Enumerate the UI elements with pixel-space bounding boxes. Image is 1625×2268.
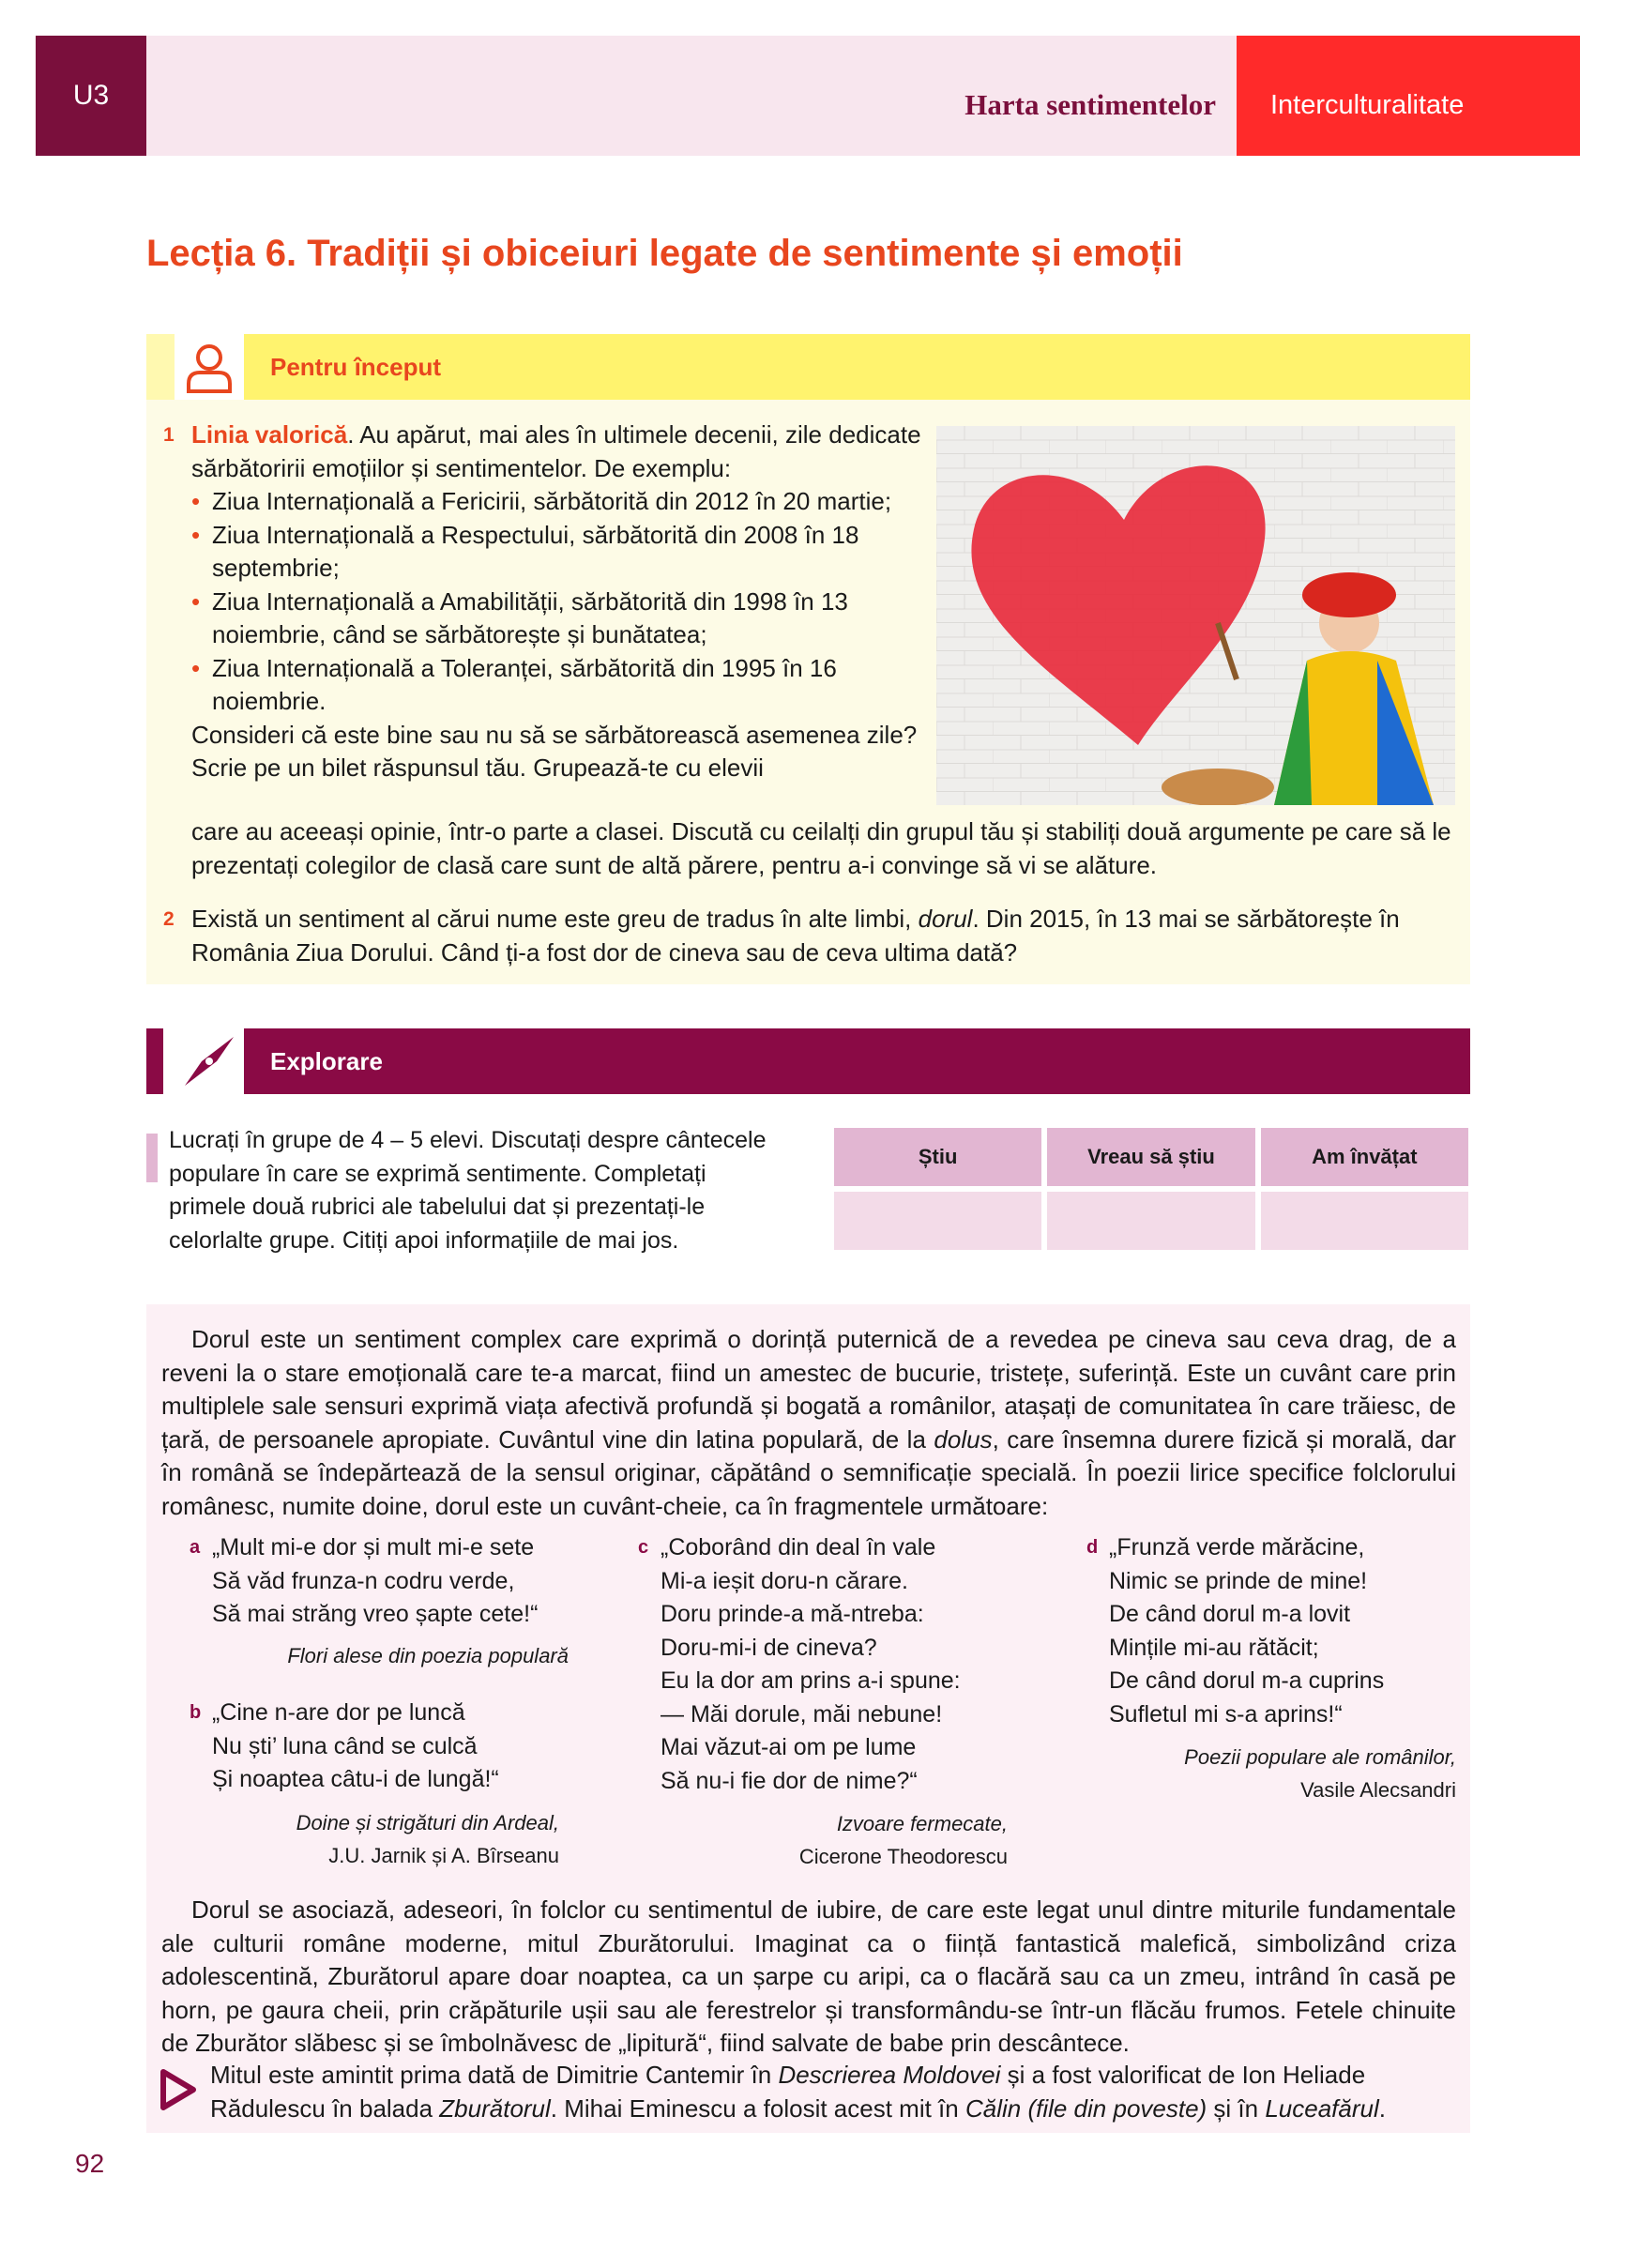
poem-source: Izvoare fermecate, — [836, 1812, 1008, 1835]
poem-letter: d — [1086, 1537, 1099, 1558]
exercise-1 — [163, 419, 923, 785]
explore-section-bar — [146, 1028, 1470, 1094]
exercise-intro: . Au apărut, mai ales în ultimele decenii, zile dedicate sărbătoririi emoțiilor și sentimentelor. De exemplu: — [191, 420, 921, 482]
note-text: și a fost valorificat de Ion Heliade Rădulescu în balada — [210, 2061, 1366, 2123]
poem-lines: „Frunză verde mărăcine, Nimic se prinde de mine! De când dorul m-a lovit Mințile mi-au rătăcit; De când dorul m-a cuprins Sufletul mi s-a aprins!“ — [1109, 1534, 1385, 1728]
chapter-title: Harta sentimentelor — [964, 88, 1216, 121]
explore-label: Explorare — [270, 1046, 383, 1075]
exercise-number: 2 — [163, 908, 175, 930]
poem-letter: a — [190, 1537, 201, 1558]
poem-lines: „Cine n-are dor pe luncă Nu ști’ luna când se culcă Și noaptea câtu-i de lungă!“ — [212, 1699, 499, 1792]
note-title: Descrierea Moldovei — [778, 2061, 1001, 2089]
note-title: Călin (file din poveste) — [964, 2093, 1207, 2123]
exercise-lead: Linia valorică — [191, 420, 348, 449]
list-item: • Ziua Internațională a Respectului, sărbătorită din 2008 în 18 septembrie; — [212, 519, 923, 586]
person-icon — [175, 334, 244, 400]
poem-lines: „Mult mi-e dor și mult mi-e sete Să văd frunza-n codru verde, Să mai străng vreo șapte cete!“ — [212, 1534, 539, 1627]
poem-lines: „Coborând din deal în vale Mi-a ieșit doru-n cărare. Doru prinde-a mă-ntreba: Doru-mi-i de cineva? Eu la dor am prins a-i spune: — Măi dorule, măi nebune! Mai văzut-ai om pe lume Să nu-i fie dor de nime?“ — [661, 1534, 961, 1794]
table-cell[interactable] — [1261, 1192, 1468, 1250]
poem-b — [190, 1697, 559, 1872]
explore-task: Lucrați în grupe de 4 – 5 elevi. Discutați despre cântecele populare în care se exprimă sentimente. Completați primele două rubrici ale tabelului dat și prezentați-le celorlalte grupe. Citiți apoi informațiile de mai jos. — [169, 1127, 767, 1254]
poem-letter: b — [190, 1702, 202, 1723]
reading-paragraph-1 — [161, 1323, 1456, 1523]
exercise-text: . Din 2015, în 13 mai se sărbătorește în România Ziua Dorului. Când ți-a fost dor de cineva sau de ceva ultima dată? — [191, 905, 1400, 967]
poem-author: J.U. Jarnik și A. Bîrseanu — [328, 1843, 559, 1867]
list-item: • Ziua Internațională a Fericirii, sărbătorită din 2012 în 20 martie; — [212, 485, 923, 519]
poem-source: Flori alese din poezia populară — [287, 1643, 569, 1667]
poem-author: Vasile Alecsandri — [1300, 1778, 1456, 1802]
section-tab: Interculturalitate — [1237, 36, 1580, 156]
poem-source: Doine și strigături din Ardeal, — [296, 1810, 559, 1834]
exercise-question-cont: care au aceeași opinie, într-o parte a clasei. Discută cu ceilalți din grupul tău și stabiliți două argumente pe care să le prezentați colegilor de clasă care sunt de altă părere, pentru a-i convinge să vi se alăture. — [191, 817, 1451, 879]
play-triangle-icon — [159, 2068, 197, 2116]
poem-source: Poezii populare ale românilor, — [1184, 1745, 1456, 1769]
page-number: 92 — [75, 2149, 105, 2178]
poem-author: Cicerone Theodorescu — [798, 1845, 1008, 1868]
note-text: . Mihai Eminescu a folosit acest mit în — [550, 2093, 965, 2123]
note-title: Luceafărul — [1265, 2093, 1379, 2123]
start-section-bar — [146, 334, 1470, 400]
unit-badge: U3 — [36, 36, 146, 156]
paragraph-text: , care însemna durere fizică și morală, dar în română se îndepărtează de la sensul originar, căpătând o semnificație specială. În poezii lirice specifice folclorului românesc, numite doine, dorul este un cuvânt-cheie, ca în fragmentele următoare: — [161, 1424, 1456, 1520]
list-item: • Ziua Internațională a Amabilității, sărbătorită din 1998 în 13 noiembrie, când se sărbătorește și bunătatea; — [212, 586, 923, 652]
table-header: Vreau să știu — [1047, 1128, 1254, 1186]
table-header: Am învățat — [1261, 1128, 1468, 1186]
start-label: Pentru început — [270, 352, 442, 381]
lesson-title: Lecția 6. Tradiții și obiceiuri legate de sentimente și emoții — [146, 233, 1183, 274]
exercise-question: Consideri că este bine sau nu să se sărbătorească asemenea zile? Scrie pe un bilet răspunsul tău. Grupează-te cu elevii — [191, 720, 918, 782]
table-cell[interactable] — [1047, 1192, 1254, 1250]
note-text: . — [1378, 2093, 1386, 2123]
paragraph-text: Dorul este un sentiment complex care exprimă o dorință puternică de a revedea pe cineva sau ceva drag, de a reveni la o stare emoțională care te-a marcat, fiind un amestec de bucurie, tristețe, suferință. Este un cuvânt care prin multiplele sale sensuri exprimă viața afectivă profundă și bogată a românilor, atașați de comunitatea în care trăiesc, de țară, de persoanele apropiate. Cuvântul vine din latina populară, de la — [161, 1325, 1456, 1454]
poem-c — [638, 1531, 1008, 1873]
reading-paragraph-2: Dorul se asociază, adeseori, în folclor cu sentimentul de iubire, de care este legat unul dintre miturile fundamentale ale culturii române moderne, mitul Zburătorului. Imaginat ca o ființă fantastică malefică, simbolizând criza adolescentină, Zburătorul apare doar noaptea, ca un șarpe cu aripi, ca o flacără sau ca un zmeu, intrând în casă pe horn, pe gaura cheii, prin crăpăturile ușii sau ale ferestrelor și transformându-se într-un flăcău frumos. Fetele chinuite de Zburător slăbesc și se îmbolnăvesc de „lipitură“, fiind salvate de babe prin descântece. — [161, 1895, 1456, 2057]
exercise-2 — [163, 903, 1464, 969]
note-title: Zburătorul — [439, 2093, 551, 2123]
note-text: Mitul este amintit prima dată de Dimitrie Cantemir în — [210, 2061, 779, 2089]
table-header: Știu — [834, 1128, 1041, 1186]
mythology-note — [210, 2059, 1458, 2125]
poem-a — [190, 1531, 569, 1672]
list-item: • Ziua Internațională a Toleranței, sărbătorită din 1995 în 16 noiembrie. — [212, 652, 923, 719]
poem-d — [1086, 1531, 1456, 1806]
kwl-table — [834, 1128, 1468, 1250]
table-cell[interactable] — [834, 1192, 1041, 1250]
compass-needle-icon — [175, 1028, 244, 1094]
exercise-text: Există un sentiment al cărui nume este greu de tradus în alte limbi, — [191, 905, 919, 933]
note-text: și în — [1207, 2093, 1266, 2123]
exercise-number: 1 — [163, 424, 175, 446]
paragraph-emphasis: dolus — [934, 1424, 993, 1454]
poem-letter: c — [638, 1537, 649, 1558]
exercise-emphasis: dorul — [918, 905, 973, 933]
heart-painting-photo — [936, 426, 1455, 805]
task-marker — [146, 1134, 158, 1182]
